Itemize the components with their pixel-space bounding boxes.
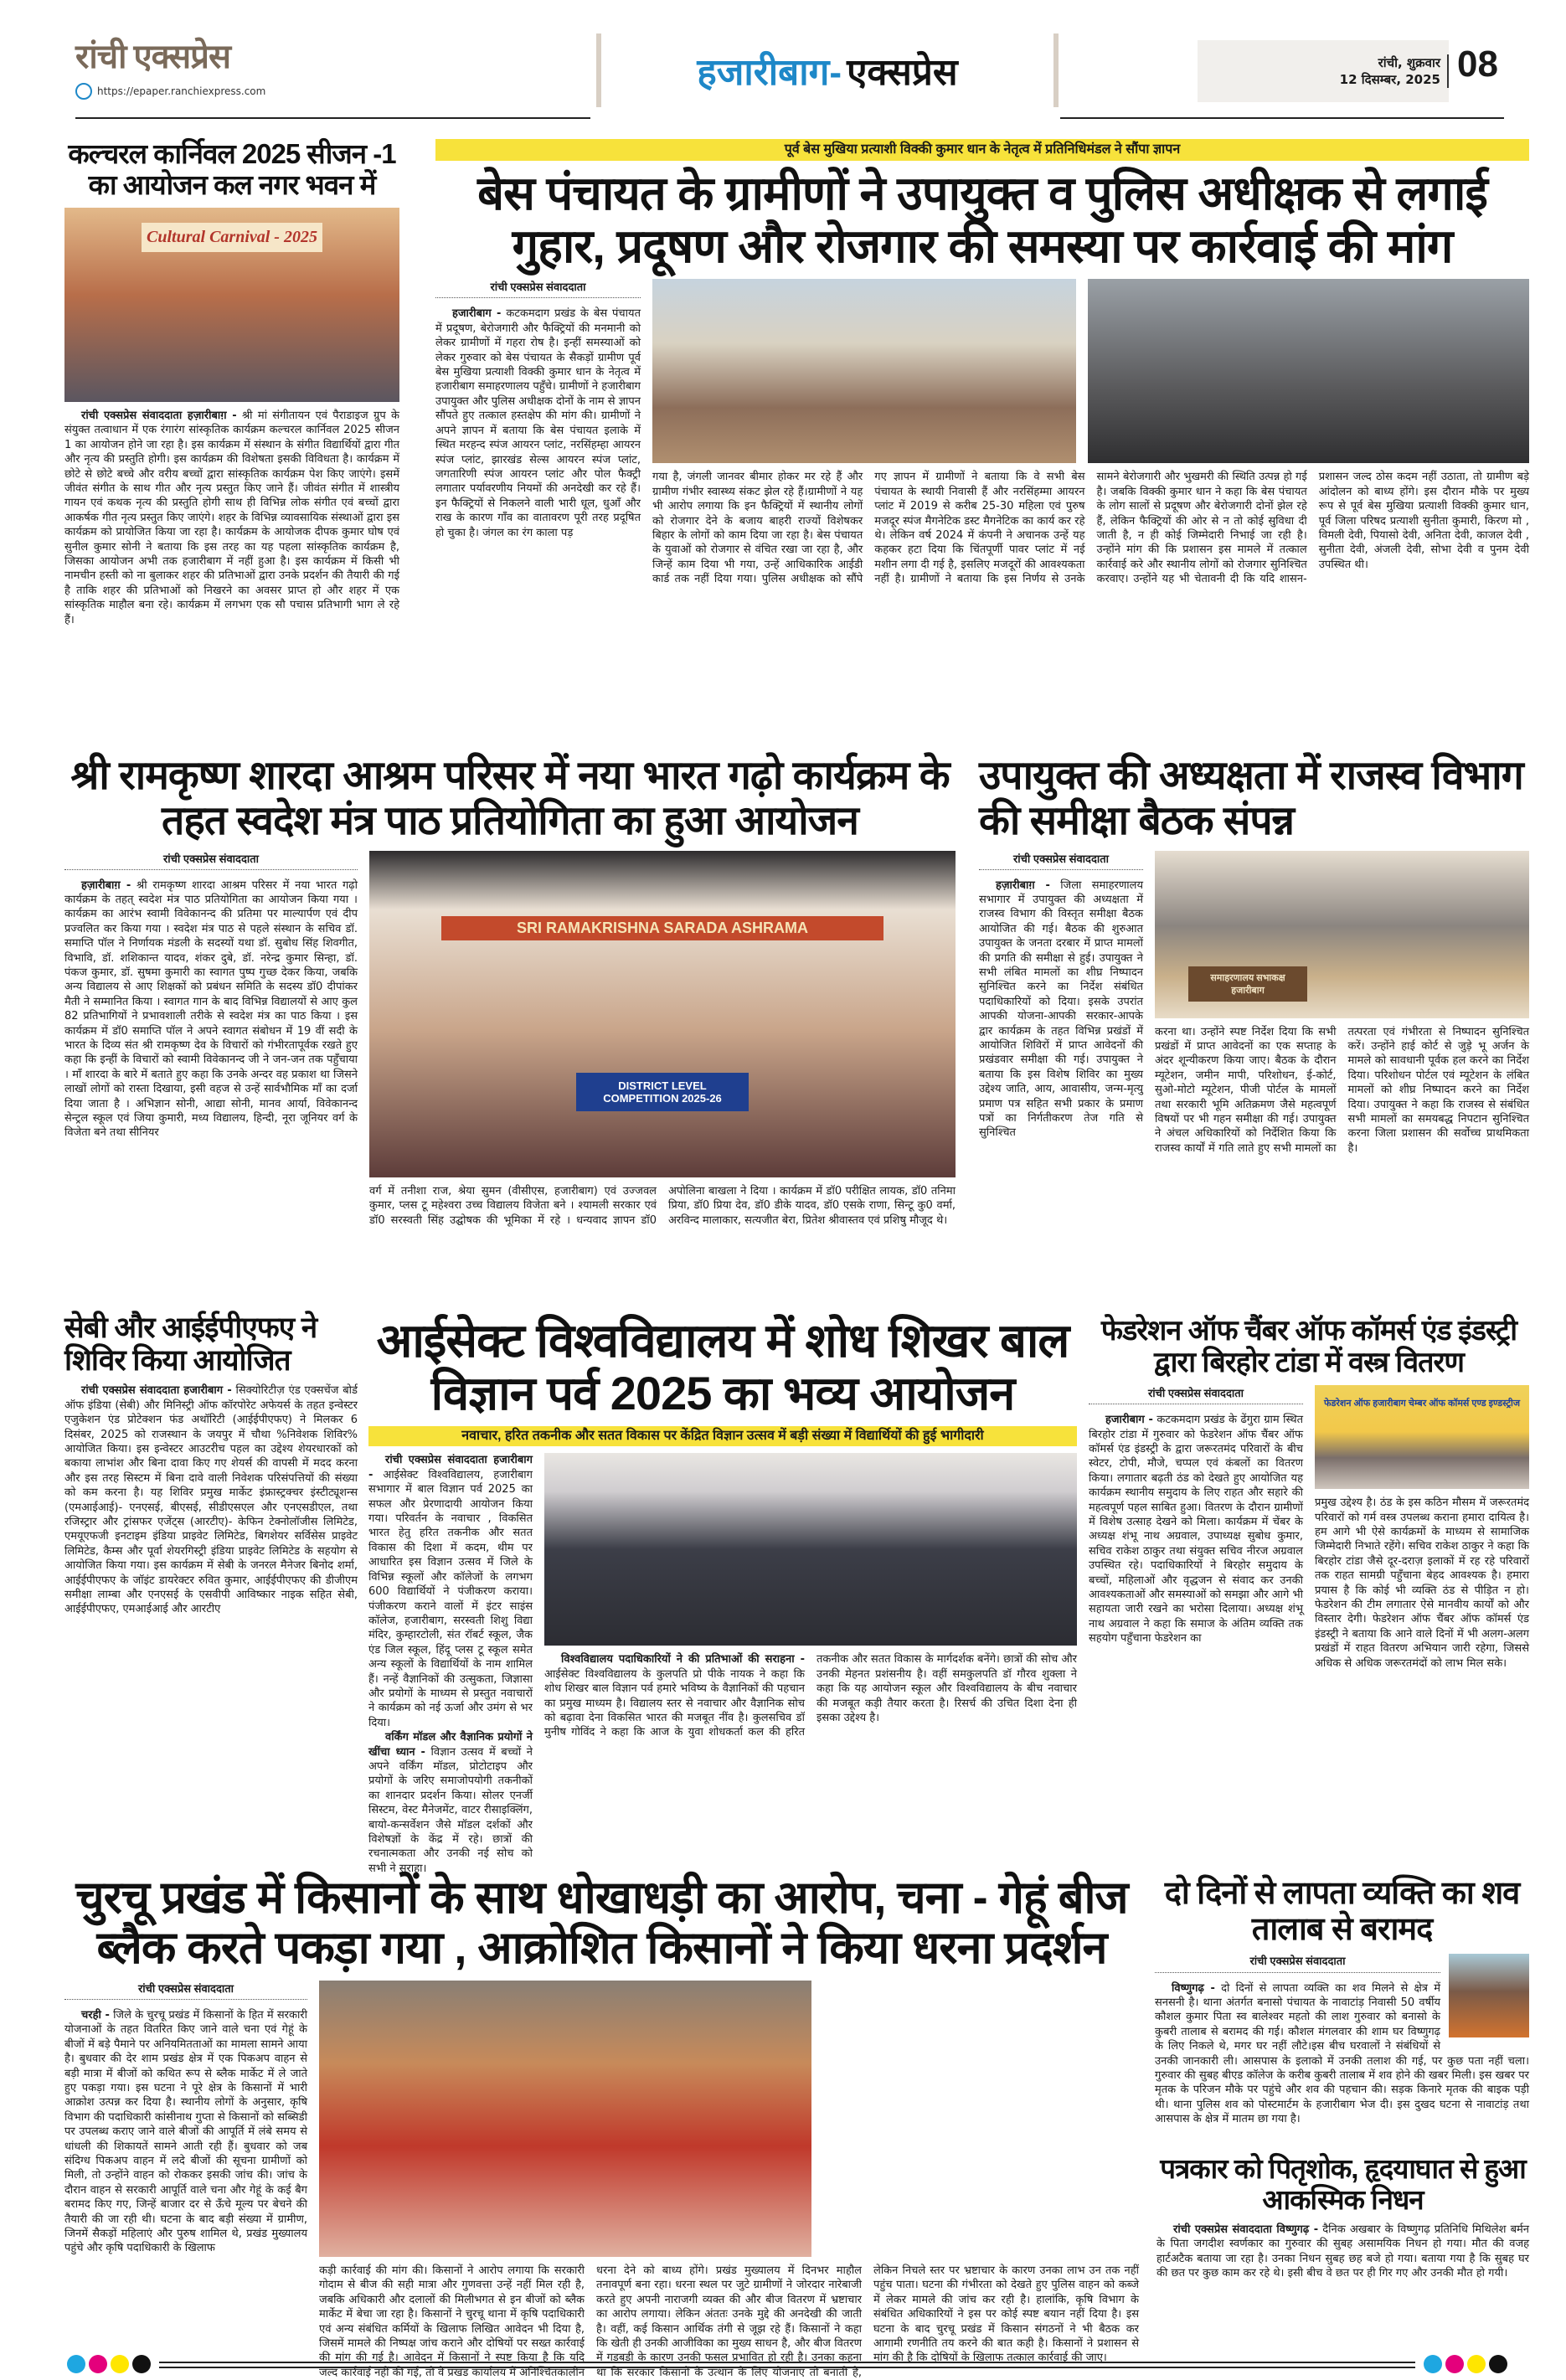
article-federation-distribution: [1089, 1315, 1529, 1861]
dateline: रांची एक्सप्रेस संवाददाता हज़ारीबाग़ -: [81, 409, 237, 422]
dateline: हजारीबाग -: [1105, 1414, 1153, 1427]
photo-banner-text: Cultural Carnival - 2025: [142, 223, 322, 252]
body-text: कटकमदाग प्रखंड के ढेंगुरा ग्राम स्थित बिरहोर टांडा में गुरुवार को फेडरेशन ऑफ चैंबर ऑफ कॉमर्स एंड इंडस्ट्री के द्वारा जरूरतमंद परिवारों के बीच स्वेटर, टोपी, मौजे, चप्पल एवं कंबलों का वितरण किया। लगातार बढ़ती ठंड को देखते हुए आयोजित यह कार्यक्रम स्थानीय समुदाय के लिए राहत और सहारे की महत्वपूर्ण पहल साबित हुआ। वितरण के दौरान ग्रामीणों में विशेष उत्साह देखने को मिला। कार्यक्रम में चेंबर के अध्यक्ष शंभू नाथ अग्रवाल, उपाध्यक्ष सुबोध कुमार, सचिव राकेश ठाकुर तथा संयुक्त सचिव नीरज अग्रवाल उपस्थित रहे। पदाधिकारियों ने बिरहोर समुदाय के बच्चों, महिलाओं और वृद्धजन से संवाद कर उनकी आवश्यकताओं और समस्याओं को समझा और आगे भी सहायता जारी रखने का भरोसा दिलाया। अध्यक्ष शंभू नाथ अग्रवाल ने कहा कि समाज के अंतिम व्यक्ति तक सहयोग पहुँचाना फेडरेशन का: [1089, 1414, 1303, 1646]
article-aisect-science-fest: [368, 1314, 1077, 1875]
cyan-dot: [67, 2355, 85, 2373]
article-body: [1155, 1954, 1529, 2149]
strap-line: पूर्व बेस मुखिया प्रत्याशी विक्की कुमार धान के नेतृत्व में प्रतिनिधिमंडल ने सौंपा ज्ञापन: [435, 139, 1529, 161]
body-text: जिले के चुरचू प्रखंड में किसानों के हित में सरकारी योजनाओं के तहत वितरित किए जाने वाले चना एवं गेहूं के बीजों में बड़े पैमाने पर अनियमितताओं का मामला सामने आया है। बुधवार की देर शाम प्रखंड क्षेत्र में एक पिकअप वाहन से बड़ी मात्रा में बीजों को कथित रूप से ब्लैक मार्केट में ले जाते हुए पकड़ा गया। इस घटना ने पूरे क्षेत्र के किसानों में भारी आक्रोश उत्पन्न कर दिया है। स्थानीय लोगों के अनुसार, कृषि विभाग की पदाधिकारी कांसीनाथ गुप्ता से किसानों को सब्सिडी पर उपलब्ध कराए जाने वाले बीजों की आपूर्ति में लंबे समय से धांधली की शिकायतें सामने आती रही हैं। बुधवार को जब संदिग्ध पिकअप वाहन में लदे बीजों की सूचना ग्रामीणों को मिली, तो उन्होंने वाहन को रोककर इसकी जांच की। जांच के दौरान वाहन से सरकारी आपूर्ति वाले चना और गेहूं के कई बैग बरामद किए गए, जिन्हें बाजार दर से ऊँचे मूल्य पर बेचने की तैयारी की जा रही थी। घटना के बाद बड़ी संख्या में ग्रामीण, जिनमें सैकड़ों महिलाएं और पुरुष शामिल थे, प्रखंड मुख्यालय पहुंचे और कृषि पदाधिकारी के खिलाफ: [64, 2008, 307, 2255]
article-body-col1: [64, 878, 358, 1302]
review-meeting-photo: [1155, 851, 1529, 1018]
page-number: 08: [1457, 44, 1498, 85]
dateline: रांची एक्सप्रेस संवाददाता हजारीबाग -: [81, 1384, 232, 1398]
students-group-photo: [544, 1453, 1077, 1646]
dateline: विष्णुगढ़ -: [1172, 1981, 1215, 1995]
color-registration-left: [67, 2355, 154, 2377]
yellow-dot: [111, 2355, 129, 2373]
body-text: आईसेक्ट विश्वविद्यालय, हजारीबाग सभागार में बाल विज्ञान पर्व 2025 का सफल और प्रेरणादायी आयोजन किया गया। परिवर्तन के नवाचार , विकसित भारत हेतु हरित तकनीक और सतत विकास की दिशा में कदम, थीम पर आधारित इस विज्ञान उत्सव में जिले के विभिन्न स्कूलों और कॉलेजों के लगभग 600 विद्यार्थियों ने पंजीकरण कराया। पंजीकरण कराने वालों में इंटर साइंस कॉलेज, हजारीबाग, सरस्वती शिशु विद्या मंदिर, कुम्हारटोली, संत रॉबर्ट स्कूल, जैक एंड जिल स्कूल, हिंदू प्लस टू स्कूल समेत अन्य स्कूलों के विद्यार्थियों के नाम शामिल हैं। नन्हें वैज्ञानिकों की उत्सुकता, जिज्ञासा और प्रयोगों के माध्यम से प्रस्तुत नवाचारों ने कार्यक्रम को नई ऊर्जा और उमंग से भर दिया।: [368, 1468, 533, 1729]
article-missing-person: [1155, 1876, 1529, 2149]
article-body-cols: [319, 2264, 1139, 2379]
byline: रांची एक्सप्रेस संवाददाता: [1089, 1385, 1303, 1404]
newspaper-logo: रांची एक्सप्रेस: [75, 38, 230, 75]
yellow-dot: [1467, 2355, 1486, 2373]
byline: रांची एक्सप्रेस संवाददाता: [64, 1981, 307, 2000]
villagers-memorandum-photo: [652, 279, 1076, 463]
article-sebi-camp: [64, 1311, 358, 1861]
headline: श्री रामकृष्ण शारदा आश्रम परिसर में नया भारत गढ़ो कार्यक्रम के तहत स्वदेश मंत्र पाठ प्रतियोगिता का हुआ आयोजन: [70, 754, 950, 843]
subhead: विश्वविद्यालय पदाधिकारियों ने की प्रतिभाओं की सराहना -: [561, 1653, 805, 1667]
body-text: आईसेक्ट विश्वविद्यालय के कुलपति प्रो पीके नायक ने कहा कि शोध शिखर बाल विज्ञान पर्व हमारे भविष्य के वैज्ञानिकों की पहचान का प्रमुख माध्यम है। विद्यालय स्तर से नवाचार और वैज्ञानिक सोच को बढ़ावा देना विकसित भारत की मजबूत नींव है। कुलसचिव डॉ मुनीष गोविंद ने कहा कि आज के युवा शोधकर्ता कल की हरित तकनीक और सतत विकास के मार्गदर्शक बनेंगे। छात्रों की सोच और उनकी मेहनत प्रशंसनीय है। वहीं समकुलपति डॉ गौरव शुक्ला ने कहा कि यह आयोजन स्कूल और विश्वविद्यालय के बीच नवाचार की मजबूत कड़ी तैयार करता है। रिसर्च की उचित दिशा देना ही इसका उद्देश्य है।: [544, 1653, 1077, 1739]
article-body-cols: [544, 1652, 1077, 1861]
subhead: वर्किंग मॉडल और वैज्ञानिक प्रयोगों ने खींचा ध्यान -: [368, 1731, 533, 1759]
dateline: चरही -: [81, 2008, 110, 2022]
website-url[interactable]: https://epaper.ranchiexpress.com: [97, 85, 266, 97]
article-churchu-farmers: [64, 1873, 1139, 2379]
carnival-photo: [64, 208, 399, 402]
article-bes-panchayat: [435, 139, 1529, 742]
dateline: रांची एक्सप्रेस संवाददाता हजारीबाग -: [368, 1454, 533, 1481]
deceased-portrait: [1449, 1954, 1529, 2037]
headline: फेडरेशन ऑफ चैंबर ऑफ कॉमर्स एंड इंडस्ट्री द्वारा बिरहोर टांडा में वस्त्र वितरण: [1100, 1315, 1517, 1379]
body-text: कड़ी कार्रवाई की मांग की। किसानों ने आरोप लगाया कि सरकारी गोदाम से बीज की सही मात्रा और गुणवत्ता उन्हें नहीं मिल रही है, जबकि अधिकारी और दलालों की मिलीभगत से इन बीजों को ब्लैक मार्केट में बेचा जा रहा है। किसानों ने चुरचू थाना में कृषि पदाधिकारी एवं अन्य संबंधित कर्मियों के खिलाफ लिखित आवेदन भी दिया है, जिसमें मामले की निष्पक्ष जांच कराने और दोषियों पर सख्त कार्रवाई की मांग की गई है। आवेदन में किसानों ने स्पष्ट किया है कि यदि जल्द कार्रवाई नहीं की गई, तो वे प्रखंड कार्यालय में अनिश्चितकालीन धरना देने को बाध्य होंगे। प्रखंड मुख्यालय में दिनभर माहौल तनावपूर्ण बना रहा। धरना स्थल पर जुटे ग्रामीणों ने जोरदार नारेबाजी करते हुए अपनी नाराजगी व्यक्त की और बीज वितरण में भ्रष्टाचार का आरोप लगाया। लेकिन अंततः उनके मुद्दे की अनदेखी की जाती है। वहीं, कई किसान आर्थिक तंगी से जूझ रहे हैं। किसानों ने कहा कि खेती ही उनकी आजीविका का मुख्य साधन है, और बीज वितरण में गड़बड़ी के कारण उनकी फसल प्रभावित हो रही है। उनका कहना था कि सरकार किसानों के उत्थान के लिए योजनाएं तो बनाती है, लेकिन निचले स्तर पर भ्रष्टाचार के कारण उनका लाभ उन तक नहीं पहुंच पाता। घटना की गंभीरता को देखते हुए पुलिस वाहन को कब्जे में लेकर मामले की जांच कर रही है। हालांकि, कृषि विभाग के संबंधित अधिकारियों ने इस पर कोई स्पष्ट बयान नहीं दिया है। इस घटना के बाद चुरचू प्रखंड में किसान संगठनों ने भी बैठक कर आगामी रणनीति तय करने की बात कही है। किसानों ने प्रशासन से मांग की है कि दोषियों के खिलाफ तत्काल कार्रवाई की जाए।: [319, 2264, 1139, 2379]
body-text: गया है, जंगली जानवर बीमार होकर मर रहे हैं और ग्रामीण गंभीर स्वास्थ्य संकट झेल रहे हैं।ग्रामीणों ने यह भी आरोप लगाया कि इन फैक्ट्रियों में स्थानीय लोगों को रोजगार देने के बजाय बाहरी राज्यों विशेषकर बिहार के लोगों को काम दिया जा रहा है। बेस पंचायत के युवाओं को रोजगार से वंचित रखा जा रहा है, और जिन्हें काम दिया भी गया, उन्हें आधिकारिक आईडी कार्ड तक नहीं दिया गया। पुलिस अधीक्षक को सौंपे गए ज्ञापन में ग्रामीणों ने बताया कि वे सभी बेस पंचायत के स्थायी निवासी हैं और नरसिंहम्मा आयरन प्लांट में 2019 से करीब 25-30 महिला एवं पुरुष मजदूर स्पंज मैगनेटिक डस्ट मैगनेटिक का कार्य कर रहे थे। लेकिन वर्ष 2024 में कंपनी ने अचानक उन्हें यह कहकर हटा दिया कि चिंतपूर्णी पावर प्लांट में नई मशीन लगा दी गई है, इसलिए मजदूरों की आवश्यकता नहीं है। ग्रामीणों ने बताया कि इस निर्णय से उनके सामने बेरोजगारी और भुखमरी की स्थिति उत्पन्न हो गई है। जबकि विक्की कुमार धान ने कहा कि बेस पंचायत के लोग सालों से प्रदूषण और बेरोजगारी दोनों झेल रहे हैं, लेकिन फैक्ट्रियों की ओर से न तो कोई सुविधा दी जाती है, न ही कोई जिम्मेदारी निभाई जा रही है। उन्होंने मांग की कि प्रशासन इस मामले में तत्काल कार्रवाई करे और स्थानीय लोगों को रोजगार सुनिश्चित करवाए। उन्होंने यह भी चेतावनी दी कि यदि शासन-प्रशासन जल्द ठोस कदम नहीं उठाता, तो ग्रामीण बड़े आंदोलन को बाध्य होंगे। इस दौरान मौके पर मुख्य रूप से पूर्व बेस मुखिया प्रत्याशी विक्की कुमार धान, पूर्व जिला परिषद प्रत्याशी सुनीता कुमारी, किरण मो , विमली देवी, पियासो देवी, अनिता देवी, काजल देवी , सुनीता देवी, अंजली देवी, सोभा देवी व पुनम देवी उपस्थित थी।: [652, 471, 1529, 586]
masthead-rule-right: [1060, 117, 1504, 119]
article-body-col1: [368, 1453, 533, 1875]
article-journalist-bereavement: [1156, 2154, 1529, 2353]
photo-banner-text: फेडरेशन ऑफ हजारीबाग चेम्बर ऑफ कॉमर्स एण्ड इण्डस्ट्रीज: [1323, 1399, 1521, 1409]
section-title: [596, 33, 1059, 107]
masthead-rule-left: [75, 117, 590, 119]
byline: रांची एक्सप्रेस संवाददाता: [1155, 1954, 1440, 1972]
body-text: वर्ग में तनीशा राज, श्रेया सुमन (वीसीएस, हजारीबाग) एवं उज्जवल कुमार, प्लस टू महेश्वरा उच्च विद्यालय विजेता बने । श्यामली सरकार एवं डॉ0 सरस्वती सिंह उद्घोषक की भूमिका में रहे । धन्यवाद ज्ञापन डॉ0 अपोलिना बाखला ने दिया । कार्यक्रम में डॉ0 परीक्षित लायक, डॉ0 तनिमा प्रिया, डॉ0 प्रिया देव, डॉ0 डीके यादव, डॉ0 एसके राणा, सिन्टू कु0 वर्मा, अरविन्द मालाकार, सत्यजीत बेरा, प्रितेश श्रीवास्तव एवं प्रशिषु मौजूद थे।: [369, 1185, 956, 1227]
article-body-cols: [369, 1184, 956, 1301]
body-text: दैनिक अखबार के विष्णुगढ़ प्रतिनिधि मिथिलेश बर्मन के पिता जगदीश स्वर्णकार का गुरुवार की सुबह असामयिक निधन हो गया। मौत की वजह हार्टअटैक बताया जा रहा है। उनका निधन सुबह छह बजे हो गया। बताया गया है कि सुबह घर की छत पर कुछ काम कर रहे थे। इसी बीच वे छत पर ही गिर गए और उनकी मौत हो गयी।: [1156, 2223, 1529, 2280]
headline: दो दिनों से लापता व्यक्ति का शव तालाब से बरामद: [1164, 1876, 1520, 1947]
photo-banner-text: SRI RAMAKRISHNA SARADA ASHRAMA: [441, 916, 883, 940]
black-dot: [1489, 2355, 1507, 2373]
clothes-distribution-photo: [1315, 1385, 1529, 1489]
article-body-col1: [979, 878, 1143, 1302]
article-body-cols: [1155, 1025, 1529, 1302]
lead-headline: बेस पंचायत के ग्रामीणों ने उपायुक्त व पुलिस अधीक्षक से लगाई गुहार, प्रदूषण और रोजगार की समस्या पर कार्रवाई की मांग: [477, 167, 1487, 272]
article-ramakrishna-ashram: [64, 754, 956, 1301]
magenta-dot: [89, 2355, 107, 2373]
article-body: [1156, 2223, 1529, 2353]
article-body: [64, 409, 399, 742]
body-text: सिक्योरिटीज़ एंड एक्सचेंज बोर्ड ऑफ इंडिया (सेबी) और मिनिस्ट्री ऑफ कॉरपोरेट अफेयर्स के तहत इन्वेस्टर एजुकेशन एंड प्रोटेक्शन फंड अथॉरिटी (आईईपीएफए) ने मिलकर 6 दिसंबर, 2025 को राजस्थान के जयपुर में चौथा %निवेशक शिविर% आयोजित किया। इस इन्वेस्टर आउटरीच पहल का उद्देश्य शेयरधारकों को बकाया लाभांश और बिना दावा किए गए शेयर्स की वापसी में मदद करना और इस तरह सिस्टम में बिना दावे वाली निवेशक परिसंपत्तियों की संख्या को कम करना है। यह शिविर प्रमुख मार्केट इंफ्रास्ट्रक्चर इंस्टीट्यूशन्स (एमआईआई)- एनएसई, बीएसई, सीडीएसएल और एनएसडीएल, तथा रजिस्ट्रार और ट्रांसफर एजेंट्स (आरटीए)- केफिन टेक्नोलॉजीस लिमिटेड, एमयूएफजी इनटाइम इंडिया प्राइवेट लिमिटेड, बिगशेयर सर्विसेस प्राइवेट लिमिटेड, कैम्स और पूर्वा शेयरगिस्ट्री इंडिया प्राइवेट लिमिटेड के सहयोग से आयोजित किया गया। इस कार्यक्रम में सेबी के जनरल मैनेजर बिनोद शर्मा, आईईपीएफए के जॉइंट डायरेक्टर रुवित कुमार, आईईपीएफए की डीजीएम समीक्षा लाम्बा और एनएसई के एसवीपी आविष्कार नाइक सहित सेबी, आईईपीएफए, एमआईआई और आरटीए: [64, 1384, 358, 1616]
color-registration-right: [1424, 2355, 1511, 2377]
body-text: करना था। उन्होंने स्पष्ट निर्देश दिया कि सभी प्रखंडों में प्राप्त आवेदनों का एक सप्ताह के अंदर शून्यीकरण किया जाए। बैठक के दौरान म्यूटेशन, जमीन मापी, परिशोधन, ई-कोर्ट, सुओ-मोटो म्यूटेशन, पीजी पोर्टल के मामलों तथा सरकारी भूमि अतिक्रमण जैसे महत्वपूर्ण विषयों पर भी गहन समीक्षा की गई। उपायुक्त ने अंचल अधिकारियों को निर्देशित किया कि राजस्व कार्यों में गति लाते हुए सभी मामलों का तत्परता एवं गंभीरता से निष्पादन सुनिश्चित करें। उन्होंने हाई कोर्ट से जुड़े भू अर्जन के मामले को सावधानी पूर्वक हल करने का निर्देश दिया। परिशोधन पोर्टल एवं म्यूटेशन के लंबित मामलों को शीघ्र निष्पादन करने का निर्देश दिया। उपायुक्त ने कहा कि राजस्व से संबंधित सभी मामलों का समयबद्ध निपटान सुनिश्चित करना जिला प्रशासन की सर्वोच्च प्राथमिकता है।: [1155, 1025, 1529, 1155]
body-text: श्री मां संगीतायन एवं पैराडाइज ग्रुप के संयुक्त तत्वाधान में एक रंगारंग सांस्कृतिक कार्यक्रम कल्चरल कार्निवल 2025 सीजन 1 का आयोजन होने जा रहा है। इस कार्यक्रम में संस्थान के संगीत विद्यार्थियों द्वारा गीत और नृत्य की प्रस्तुति होगी। इस कार्यक्रम की विशेषता इसकी विविधता है। कार्यक्रम में छोटे से छोटे बच्चे और वरीय बच्चों द्वारा सांस्कृतिक कार्यक्रम पेश किए जाएंगे। इसमें जीवंत संगीत के साथ गीत और नृत्य प्रस्तुत किए जाने हैं। जीवंत संगीत में शास्त्रीय गायन एवं कथक नृत्य की प्रस्तुति होगी साथ ही विभिन्न लोक संगीत एवं बच्चों द्वारा आकर्षक गीत नृत्य प्रस्तुत किए जाएंगे। शहर के विभिन्न व्यावसायिक संस्थाओं द्वारा इस कार्यक्रम को प्रायोजित किया जा रहा है। कार्यक्रम के आयोजक दीपक कुमार घोष एवं सुनील कुमार सोनी ने बताया कि इस तरह का यह पहला सांस्कृतिक कार्यक्रम है, जिसका आयोजन अभी तक हजारीबाग में नहीं हुआ है। इस कार्यक्रम में किसी भी नामचीन हस्ती को ना बुलाकर शहर की प्रतिभाओं द्वारा उनके प्रदर्शन की तैयारी की गई है ताकि शहर की प्रतिभाओं को निखरने का अवसर प्राप्त हो और शहर में एक सांस्कृतिक माहौल बना रहे। कार्यक्रम में लगभग एक सौ पचास प्रतिभागी भाग ले रहे हैं।: [64, 409, 399, 626]
strap-line: नवाचार, हरित तकनीक और सतत विकास पर केंद्रित विज्ञान उत्सव में बड़ी संख्या में विद्यार्थियों की हुई भागीदारी: [368, 1426, 1077, 1446]
body-text: कटकमदाग प्रखंड के बेस पंचायत में प्रदूषण, बेरोजगारी और फैक्ट्रियों की मनमानी को लेकर ग्रामीणों में गहरा रोष है। इन्हीं समस्याओं को लेकर गुरुवार को बेस पंचायत के सैकड़ों ग्रामीण पूर्व बेस मुखिया प्रत्याशी विक्की कुमार धान के नेतृत्व में हजारीबाग समाहरणालय पहुँचे। ग्रामीणों ने हजारीबाग उपायुक्त और पुलिस अधीक्षक दोनों के नाम से ज्ञापन सौंपते हुए तत्काल हस्तक्षेप की मांग की। ग्रामीणों ने अपने ज्ञापन में बताया कि बेस पंचायत इलाके में स्थित मरहन्द स्पंज आयरन प्लांट, नरसिंहम्हा आयरन स्पंज प्लांट, झारखंड सेल्स आयरन स्पंज प्लांट, जगतारिणी स्पंज आयरन प्लांट और पोल फैक्ट्री लगातार पर्यावरणीय नियमों की अनदेखी कर रहे हैं। इन फैक्ट्रियों से निकलने वाली भारी धूल, धुआँ और राख के कारण गाँव का वातावरण पूरी तरह प्रदूषित हो चुका है। जंगल का रंग काला पड़: [435, 307, 641, 539]
headline: उपायुक्त की अध्यक्षता में राजस्व विभाग की समीक्षा बैठक संपन्न: [979, 754, 1523, 843]
factory-pollution-photo: [1088, 279, 1529, 463]
dateline: हज़ारीबाग़ -: [996, 878, 1050, 892]
cyan-dot: [1424, 2355, 1442, 2373]
dateline: रांची एक्सप्रेस संवाददाता विष्णुगढ़ -: [1173, 2223, 1319, 2236]
black-dot: [132, 2355, 151, 2373]
date-block: [1198, 40, 1449, 102]
section-name: एक्सप्रेस: [847, 52, 958, 93]
dateline: हजारीबाग -: [452, 307, 502, 321]
headline: चुरचू प्रखंड में किसानों के साथ धोखाधड़ी का आरोप, चना - गेहूं बीज ब्लैक करते पकड़ा गया , आक्रोशित किसानों ने किया धरना प्रदर्शन: [75, 1873, 1128, 1974]
body-text: प्रमुख उद्देश्य है। ठंड के इस कठिन मौसम में जरूरतमंद परिवारों को गर्म वस्त्र उपलब्ध कराना हमारा दायित्व है। हम आगे भी ऐसे कार्यक्रमों के माध्यम से सामाजिक जिम्मेदारी निभाते रहेंगे। सचिव राकेश ठाकुर ने कहा कि बिरहोर टांडा जैसे दूर-दराज़ इलाकों में रह रहे परिवारों तक राहत सामग्री पहुँचाना बेहद आवश्यक है। हमारा प्रयास है कि कोई भी व्यक्ति ठंड से पीड़ित न हो। फेडरेशन की टीम लगातार ऐसे मानवीय कार्यों को और विस्तार देगी। फेडरेशन ऑफ चैंबर ऑफ कॉमर्स एंड इंडस्ट्री ने बताया कि आने वाले दिनों में भी अलग-अलग प्रखंडों में राहत वितरण अभियान जारी रहेगा, जिससे अधिक से अधिक जरूरतमंदों को लाभ मिल सके।: [1315, 1497, 1529, 1670]
magenta-dot: [1445, 2355, 1464, 2373]
photo-board-text: DISTRICT LEVEL COMPETITION 2025-26: [576, 1073, 749, 1111]
byline: रांची एक्सप्रेस संवाददाता: [435, 279, 641, 298]
headline: कल्चरल कार्निवल 2025 सीजन -1 का आयोजन कल नगर भवन में: [68, 138, 396, 200]
issue-date: 12 दिसम्बर, 2025: [1339, 72, 1440, 87]
article-cultural-carnival: [64, 139, 399, 742]
body-text: दो दिनों से लापता व्यक्ति का शव मिलने से क्षेत्र में सनसनी है। थाना अंतर्गत बनासो पंचायत के नावाटांड़ निवासी 50 वर्षीय कौशल कुमार पिता स्व बालेश्वर महतो की लाश गुरुवार को बनासो के कुबरी तालाब से बरामद की गई। कौशल मंगलवार की शाम घर विष्णुगढ़ के लिए निकले थे, मगर घर नहीं लौटे।इस बीच घरवालों ने संबंधियों से उनकी जानकारी ली। आसपास के इलाको में उनकी तलाश की गई, पर कुछ पता नहीं चला। गुरुवार की सुबह बीएड कॉलेज के करीब कुबरी तालाब में शव होने की खबर मिली। इस खबर पर मृतक के परिजन मौके पर पहुंचे और शव की पहचान की। सड़क किनारे मृतक की बाइक पड़ी थी। थाना पुलिस शव को पोस्टमार्टम के हजारीबाग भेज दी। इस दुखद घटना से नावाटांड़ तथा आसपास के क्षेत्र में मातम छा गया है।: [1155, 1981, 1529, 2126]
body-text: श्री रामकृष्ण शारदा आश्रम परिसर में नया भारत गढ़ो कार्यक्रम के तहत् स्वदेश मंत्र पाठ प्रतियोगिता का आयोजन किया गया । कार्यक्रम का आरंभ स्वामी विवेकानन्द की प्रतिमा पर माल्यार्पण एवं दीप प्रज्वलित कर किया गया । स्वदेश मंत्र पाठ से पहले संस्थान के सचिव डॉ. समाप्ति पॉल ने निर्णायक मंडली के सदस्यों यथा डॉ. सुबोध सिंह शिवगीत, विभावि, डॉ. शशिकान्त यादव, शंकर दुबे, डॉ. नरेन्द्र कुमार सिन्हा, डॉ. पंकज कुमार, डॉ. सुषमा कुमारी का स्वागत पुष्प गुच्छ देकर किया, जबकि अन्य विद्यालय से आए शिक्षकों को प्रबंधन समिति के सदस्य डॉ0 दीपांकर मैती ने सम्मानित किया । स्वागत गान के बाद विभिन्न विद्यालयों से आए कुल 82 प्रतिभागियों ने प्रभावशाली तरीके से स्वदेश मंत्र का पाठ किया । इस कार्यक्रम में डॉ0 समाप्ति पॉल ने अपने स्वागत संबोधन में 19 वीं सदी के भारत के दिव्य संत श्री रामकृष्ण देव के विचारों को गंभीरतापूर्वक रखते हुए कहा कि इन्हीं के विचारों को स्वामी विवेकानन्द जी ने जन-जन तक पहुँचाया । माँ शारदा के बारे में बताते हुए कहा कि उनके अन्दर वह प्रकाश था जिसने लाखों लोगों को रास्ता दिखाया, इसी वहज से उन्हें सार्वभौमिक माँ का दर्जा दिया जाता है । अभिज्ञान सोनी, आद्या सोनी, मानव आर्या, विवेकानन्द सेन्ट्रल स्कूल एवं जिया कुमारी, मध्य विद्यालय, हिन्दी, नूरा जूनियर वर्ग के विजेता बने तथा सीनियर: [64, 878, 358, 1140]
article-body-col2: [1315, 1496, 1529, 1861]
headline: पत्रकार को पितृशोक, हृदयाघात से हुआ आकस्मिक निधन: [1160, 2153, 1526, 2215]
body-text: जिला समाहरणालय सभागार में उपायुक्त की अध्यक्षता में राजस्व विभाग की विस्तृत समीक्षा बैठक आयोजित की गई। बैठक की शुरुआत उपायुक्त के जनता दरबार में प्राप्त मामलों की प्रगति की समीक्षा से हुई। उपायुक्त ने सभी लंबित मामलों का शीघ्र निष्पादन सुनिश्चित करने का निर्देश संबंधित पदाधिकारियों को दिया। इसके उपरांत आपकी योजना-आपकी सरकार-आपके द्वार कार्यक्रम के तहत विभिन्न प्रखंडों में आयोजित शिविरों में प्राप्त आवेदनों की प्रखंडवार समीक्षा की गई। उपायुक्त ने बताया कि इस विशेष शिविर का मुख्य उद्देश्य जाति, आय, आवासीय, जन्म-मृत्यु प्रमाण पत्र सहित सभी प्रकार के प्रमाण पत्रों का निर्गतीकरण तेज गति से सुनिश्चित: [979, 878, 1143, 1140]
article-body-col1: [1089, 1413, 1303, 1861]
logo-block: [75, 32, 360, 100]
globe-icon: [75, 83, 92, 100]
article-body-col1: [64, 2008, 307, 2352]
competition-photo: [369, 851, 956, 1178]
article-body-col1: [435, 307, 641, 742]
protest-photo: [319, 1981, 811, 2257]
byline: रांची एक्सप्रेस संवाददाता: [64, 851, 358, 870]
place-day: रांची, शुक्रवार: [1378, 55, 1440, 70]
headline: आईसेक्ट विश्वविद्यालय में शोध शिखर बाल विज्ञान पर्व 2025 का भव्य आयोजन: [376, 1314, 1069, 1419]
footer-rule: [159, 2362, 1415, 2368]
headline: सेबी और आईईपीएफए ने शिविर किया आयोजित: [64, 1311, 317, 1378]
section-city: हजारीबाग-: [697, 52, 842, 93]
article-body: [64, 1383, 358, 1861]
photo-sign-text: समाहरणालय सभाकक्ष हजारीबाग: [1188, 966, 1307, 1002]
article-revenue-review: [979, 754, 1529, 1301]
body-text: विज्ञान उत्सव में बच्चों ने अपने वर्किंग मॉडल, प्रोटोटाइप और प्रयोगों के जरिए समाजोपयोगी तकनीकों का शानदार प्रदर्शन किया। सोलर एनर्जी सिस्टम, वेस्ट मैनेजमेंट, वाटर रीसाइक्लिंग, बायो-कन्सर्वेशन जैसे मॉडल दर्शकों और विशेषज्ञों के केंद्र में रहे। छात्रों की रचनात्मकता और उनकी नई सोच को सभी ने सराहा।: [368, 1745, 533, 1875]
dateline: हज़ारीबाग़ -: [81, 878, 131, 892]
byline: रांची एक्सप्रेस संवाददाता: [979, 851, 1143, 870]
article-body-cols: [652, 470, 1529, 742]
